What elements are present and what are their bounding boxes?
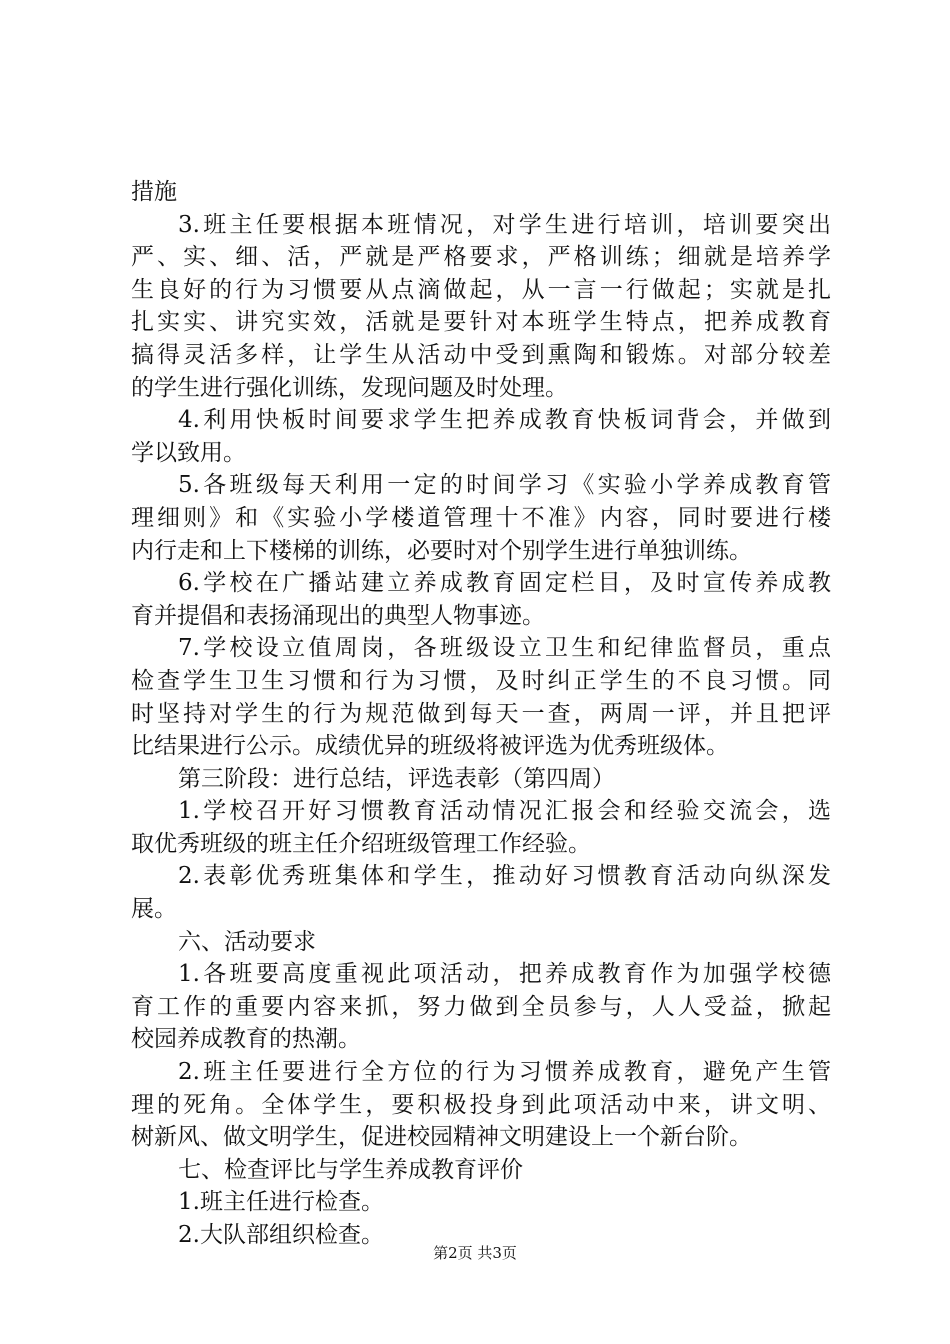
paragraph-start: 7.学校设立值周岗，各班级设立卫生和纪律监督员，重点 — [178, 635, 831, 662]
text-line: 理细则》和《实验小学楼道管理十不准》内容，同时要进行楼 — [131, 504, 831, 531]
text-line: 搞得灵活多样，让学生从活动中受到熏陶和锻炼。对部分较差 — [131, 341, 831, 368]
text-line: 理的死角。全体学生，要积极投身到此项活动中来，讲文明、 — [131, 1091, 831, 1118]
text-line: 扎实实、讲究实效，活就是要针对本班学生特点，把养成教育 — [131, 309, 831, 336]
paragraph-start: 3.班主任要根据本班情况，对学生进行培训，培训要突出 — [178, 211, 831, 238]
text-line: 时坚持对学生的行为规范做到每天一查，两周一评，并且把评 — [131, 700, 831, 727]
section-heading: 六、活动要求 — [178, 928, 316, 955]
paragraph-start: 2.表彰优秀班集体和学生，推动好习惯教育活动向纵深发 — [178, 863, 831, 890]
paragraph-start: 2.班主任要进行全方位的行为习惯养成教育，避免产生管 — [178, 1059, 831, 1086]
paragraph-start: 4.利用快板时间要求学生把养成教育快板词背会，并做到 — [178, 407, 831, 434]
section-heading: 第三阶段：进行总结，评选表彰（第四周） — [178, 765, 615, 792]
page-footer — [0, 1243, 950, 1263]
text-line: 校园养成教育的热潮。 — [131, 1026, 361, 1053]
paragraph-start: 1.班主任进行检查。 — [178, 1189, 384, 1216]
text-line: 措施 — [131, 179, 177, 205]
page-number-label: 第2页 共3页 — [433, 1244, 517, 1262]
text-line: 严、实、细、活，严就是严格要求，严格训练；细就是培养学 — [131, 244, 831, 271]
text-line: 育并提倡和表扬涌现出的典型人物事迹。 — [131, 602, 545, 629]
paragraph-start: 1.各班要高度重视此项活动，把养成教育作为加强学校德 — [178, 961, 831, 988]
text-line: 检查学生卫生习惯和行为习惯，及时纠正学生的不良习惯。同 — [131, 667, 831, 694]
text-line: 生良好的行为习惯要从点滴做起，从一言一行做起；实就是扎 — [131, 276, 831, 303]
paragraph-start: 5.各班级每天利用一定的时间学习《实验小学养成教育管 — [178, 472, 831, 499]
paragraph-start: 1.学校召开好习惯教育活动情况汇报会和经验交流会，选 — [178, 798, 831, 825]
paragraph-start: 6.学校在广播站建立养成教育固定栏目，及时宣传养成教 — [178, 570, 831, 597]
text-line: 树新风、做文明学生，促进校园精神文明建设上一个新台阶。 — [131, 1124, 752, 1151]
text-line: 内行走和上下楼梯的训练，必要时对个别学生进行单独训练。 — [131, 537, 752, 564]
text-line: 学以致用。 — [131, 439, 246, 466]
text-line: 展。 — [131, 896, 177, 923]
document-body — [131, 176, 831, 1252]
text-line: 取优秀班级的班主任介绍班级管理工作经验。 — [131, 830, 591, 857]
text-line: 比结果进行公示。成绩优异的班级将被评选为优秀班级体。 — [131, 733, 729, 760]
text-line: 的学生进行强化训练，发现问题及时处理。 — [131, 374, 568, 401]
section-heading: 七、检查评比与学生养成教育评价 — [178, 1156, 523, 1183]
text-line: 育工作的重要内容来抓，努力做到全员参与，人人受益，掀起 — [131, 993, 831, 1020]
paragraph-start: 2.大队部组织检查。 — [178, 1222, 384, 1248]
